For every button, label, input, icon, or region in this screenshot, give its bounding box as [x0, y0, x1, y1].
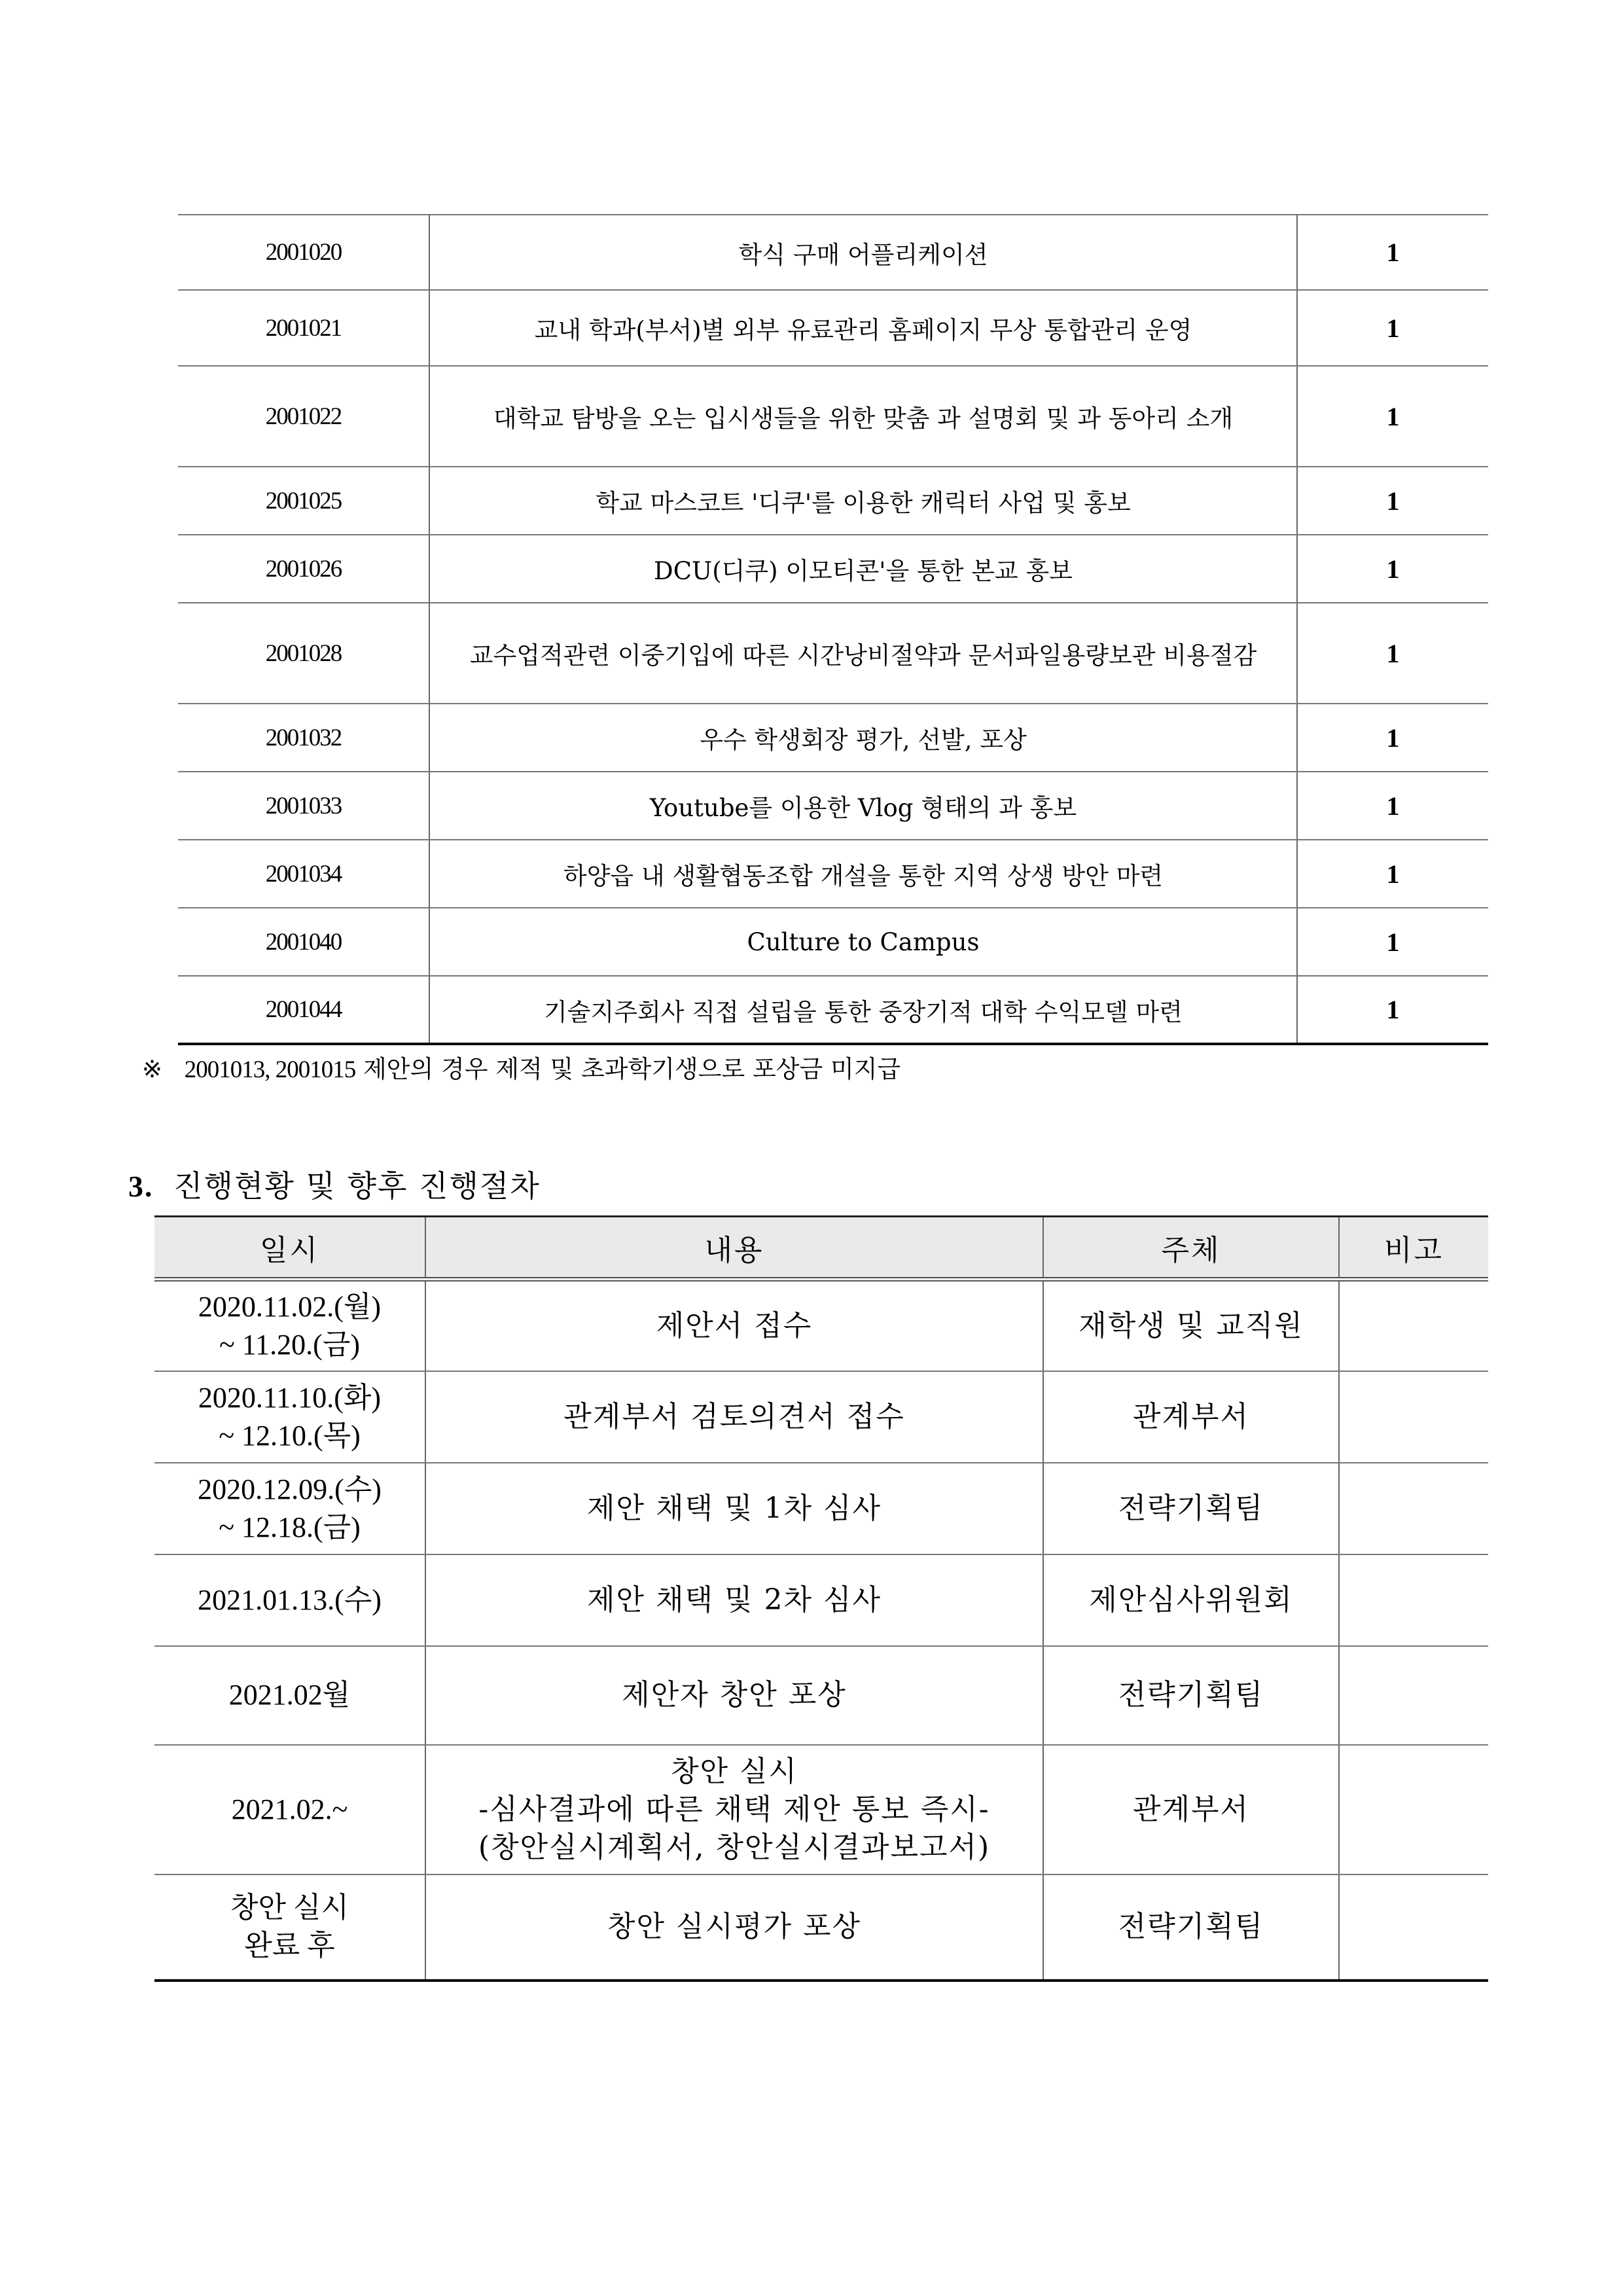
schedule-content [425, 1874, 1043, 1981]
date-line: ~ 12.18.(금) [219, 1511, 361, 1543]
date-line: ~ 11.20.(금) [219, 1328, 360, 1361]
schedule-subject: 재학생 및 교직원 [1043, 1280, 1339, 1371]
proposal-title: DCU(디쿠) 이모티콘'을 통한 본교 홍보 [429, 535, 1297, 603]
section-number: 3. [128, 1170, 154, 1203]
schedule-subject: 제안심사위원회 [1043, 1554, 1339, 1646]
proposal-id: 2001044 [178, 976, 429, 1044]
section-title: 진행현황 및 향후 진행절차 [173, 1168, 541, 1204]
schedule-content [425, 1646, 1043, 1745]
proposal-count: 1 [1297, 467, 1488, 535]
schedule-content [425, 1554, 1043, 1646]
schedule-remark [1339, 1280, 1488, 1371]
content-line: 창안 실시 [670, 1754, 798, 1788]
schedule-subject: 전략기획팀 [1043, 1874, 1339, 1981]
schedule-table [154, 1215, 1488, 1982]
proposal-count: 1 [1297, 535, 1488, 603]
proposal-count: 1 [1297, 366, 1488, 467]
schedule-remark [1339, 1463, 1488, 1554]
proposal-count: 1 [1297, 840, 1488, 908]
schedule-subject: 전략기획팀 [1043, 1463, 1339, 1554]
footnote-ids: 2001013, 2001015 [184, 1056, 356, 1083]
content-line: 제안서 접수 [656, 1308, 813, 1342]
table-row [178, 535, 1488, 603]
table-row [178, 366, 1488, 467]
table-row [178, 467, 1488, 535]
content-line: 제안자 창안 포상 [622, 1678, 847, 1712]
proposal-title: Youtube를 이용한 Vlog 형태의 과 홍보 [429, 772, 1297, 840]
proposal-id: 2001034 [178, 840, 429, 908]
proposal-count: 1 [1297, 603, 1488, 704]
proposal-title: 기술지주회사 직접 설립을 통한 중장기적 대학 수익모델 마련 [429, 976, 1297, 1044]
proposal-title: 학교 마스코트 '디쿠'를 이용한 캐릭터 사업 및 홍보 [429, 467, 1297, 535]
schedule-content [425, 1280, 1043, 1371]
proposal-count: 1 [1297, 976, 1488, 1044]
proposal-count: 1 [1297, 290, 1488, 366]
proposal-id: 2001032 [178, 704, 429, 772]
date-line: 완료 후 [244, 1929, 335, 1962]
proposal-id: 2001040 [178, 908, 429, 976]
table-row [178, 290, 1488, 366]
proposal-title: Culture to Campus [429, 908, 1297, 976]
section-heading [128, 1162, 541, 1206]
proposal-title: 교내 학과(부서)별 외부 유료관리 홈페이지 무상 통합관리 운영 [429, 290, 1297, 366]
date-line: 창안 실시 [230, 1892, 349, 1924]
schedule-subject: 관계부서 [1043, 1371, 1339, 1463]
schedule-subject: 전략기획팀 [1043, 1646, 1339, 1745]
table-row [154, 1874, 1488, 1981]
table-row [178, 215, 1488, 290]
schedule-date [154, 1745, 425, 1874]
table-row [154, 1554, 1488, 1646]
date-line: 2021.02.~ [231, 1793, 348, 1825]
table-row [154, 1280, 1488, 1371]
table-row [154, 1745, 1488, 1874]
schedule-remark [1339, 1745, 1488, 1874]
proposal-id: 2001020 [178, 215, 429, 290]
table-row [154, 1371, 1488, 1463]
table-row [178, 603, 1488, 704]
proposal-title: 우수 학생회장 평가, 선발, 포상 [429, 704, 1297, 772]
table-row [178, 908, 1488, 976]
schedule-date [154, 1371, 425, 1463]
schedule-content [425, 1745, 1043, 1874]
footnote [142, 1049, 901, 1085]
proposal-count: 1 [1297, 704, 1488, 772]
proposal-id: 2001021 [178, 290, 429, 366]
award-table [178, 214, 1488, 1045]
content-line: 관계부서 검토의견서 접수 [563, 1399, 905, 1433]
schedule-date [154, 1646, 425, 1745]
schedule-remark [1339, 1554, 1488, 1646]
table-row [178, 840, 1488, 908]
schedule-remark [1339, 1646, 1488, 1745]
date-line: 2021.02월 [228, 1679, 351, 1711]
content-line: -심사결과에 따른 채택 제안 통보 즉시- [478, 1792, 990, 1826]
date-line: 2020.11.10.(화) [198, 1381, 382, 1414]
header-subject: 주체 [1043, 1217, 1339, 1280]
schedule-date [154, 1463, 425, 1554]
proposal-count: 1 [1297, 772, 1488, 840]
proposal-title: 학식 구매 어플리케이션 [429, 215, 1297, 290]
table-row [178, 704, 1488, 772]
proposal-title: 대학교 탐방을 오는 입시생들을 위한 맞춤 과 설명회 및 과 동아리 소개 [429, 366, 1297, 467]
schedule-date [154, 1874, 425, 1981]
header-date: 일시 [154, 1217, 425, 1280]
content-line: 제안 채택 및 2차 심사 [587, 1583, 882, 1617]
table-row [178, 976, 1488, 1044]
proposal-id: 2001028 [178, 603, 429, 704]
proposal-id: 2001022 [178, 366, 429, 467]
schedule-content [425, 1371, 1043, 1463]
date-line: 2020.11.02.(월) [198, 1290, 382, 1323]
table-row [154, 1463, 1488, 1554]
schedule-remark [1339, 1874, 1488, 1981]
proposal-count: 1 [1297, 215, 1488, 290]
content-line: (창안실시계획서, 창안실시결과보고서) [478, 1830, 991, 1864]
date-line: 2020.12.09.(수) [198, 1473, 382, 1505]
reference-mark: ※ [142, 1055, 163, 1083]
proposal-id: 2001025 [178, 467, 429, 535]
proposal-title: 하양읍 내 생활협동조합 개설을 통한 지역 상생 방안 마련 [429, 840, 1297, 908]
date-line: ~ 12.10.(목) [219, 1419, 361, 1452]
table-header-row [154, 1217, 1488, 1280]
schedule-remark [1339, 1371, 1488, 1463]
table-row [178, 772, 1488, 840]
content-line: 제안 채택 및 1차 심사 [587, 1491, 882, 1525]
header-content: 내용 [425, 1217, 1043, 1280]
content-line: 창안 실시평가 포상 [607, 1910, 861, 1943]
proposal-title: 교수업적관련 이중기입에 따른 시간낭비절약과 문서파일용량보관 비용절감 [429, 603, 1297, 704]
table-row [154, 1646, 1488, 1745]
footnote-text: 제안의 경우 제적 및 초과학기생으로 포상금 미지급 [363, 1055, 901, 1083]
proposal-id: 2001026 [178, 535, 429, 603]
header-remark: 비고 [1339, 1217, 1488, 1280]
schedule-subject: 관계부서 [1043, 1745, 1339, 1874]
date-line: 2021.01.13.(수) [198, 1583, 382, 1616]
schedule-date [154, 1280, 425, 1371]
proposal-id: 2001033 [178, 772, 429, 840]
schedule-content [425, 1463, 1043, 1554]
schedule-date [154, 1554, 425, 1646]
proposal-count: 1 [1297, 908, 1488, 976]
